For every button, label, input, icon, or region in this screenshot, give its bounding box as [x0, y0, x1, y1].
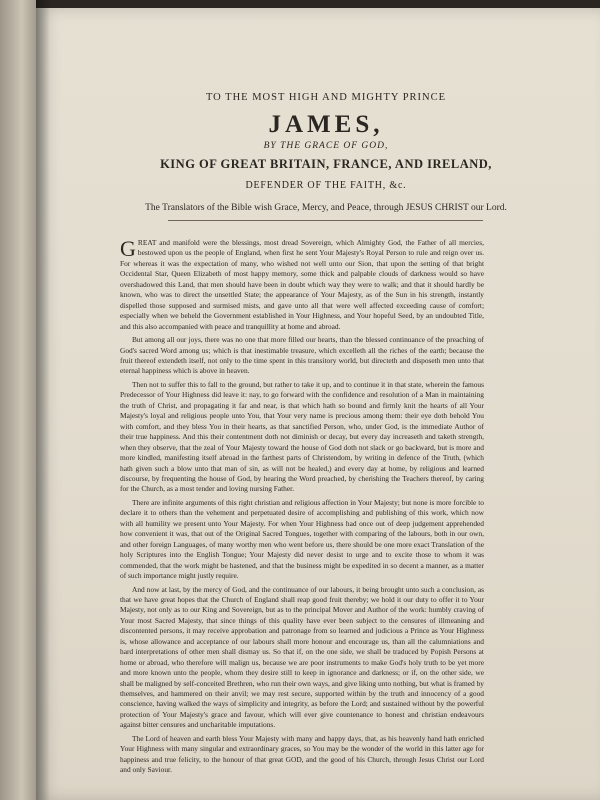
dedication-translators-line: The Translators of the Bible wish Grace, Mercy, and Peace, through JESUS CHRIST our Lord.: [145, 203, 507, 213]
body-paragraph-6: The Lord of heaven and earth bless Your Majesty with many and happy days, that, as his heavenly hand hath enriched Your Highness with many singular and extraordinary graces, so You may be the wonder of the world in this latter age for happiness and true felicity, to the honour of that great GOD, and the good of his Church, through Jesus Christ our Lord and only Saviour.: [120, 733, 484, 775]
body-paragraph-4: There are infinite arguments of this right christian and religious affection in Your Majesty; but none is more forcible to declare it to others than the vehement and perpetuated desire of accomplishing and publishing of this work, which now with all humility we present unto Your Majesty. For when Your Highness had once out of deep judgement apprehended how convenient it was, that out of the Original Sacred Tongues, together with comparing of the labours, both in our own, and other foreign Languages, of many worthy men who went before us, there should be one more exact Translation of the holy Scriptures into the English Tongue; Your Majesty did never desist to urge and to excite those to whom it was commended, that the work might be hastened, and that the business might be expedited in so decent a manner, as a matter of such importance might justly require.: [120, 497, 484, 581]
dedication-body: [120, 238, 484, 779]
dedication-by-grace: BY THE GRACE OF GOD,: [263, 141, 389, 151]
body-paragraph-1: [120, 238, 484, 332]
facing-page-edge: [0, 0, 36, 800]
body-paragraph-1-text: REAT and manifold were the blessings, most dread Sovereign, which Almighty God, the Father of all mercies, bestowed upon us the people of England, when first he sent Your Majesty's Royal Person to rule and reign over us. For whereas it was the expectation of many, who wished not well unto our Sion, that upon the setting of that bright Occidental Star, Queen Elizabeth of most happy memory, some thick and palpable clouds of darkness would so have overshadowed this Land, that men should have been in doubt which way they were to walk; and that it should hardly be known, who was to direct the unsettled State; the appearance of Your Majesty, as of the Sun in his strength, instantly dispelled those supposed and surmised mists, and gave unto all that were well affected exceeding cause of comfort; especially when we beheld the Government established in Your Highness, and Your hopeful Seed, by an undoubted Title, and this also accompanied with peace and tranquillity at home and abroad.: [120, 238, 484, 331]
dedication-king-line: KING OF GREAT BRITAIN, FRANCE, AND IRELAND,: [160, 157, 492, 171]
dedication-name: JAMES,: [268, 111, 384, 138]
header-divider: [168, 220, 483, 221]
body-paragraph-5: And now at last, by the mercy of God, and the continuance of our labours, it being brought unto such a conclusion, as that we have great hopes that the Church of England shall reap good fruit thereby; we hold it our duty to offer it to Your Majesty, not only as to our King and Sovereign, but as to the principal Mover and Author of the work: humbly craving of Your most Sacred Majesty, that since things of this quality have ever been subject to the censures of illmeaning and discontented persons, it may receive approbation and patronage from so learned and judicious a Prince as Your Highness is, whose allowance and acceptance of our labours shall more honour and encourage us, than all the calumniations and hard interpretations of other men shall dismay us. So that if, on the one side, we shall be traduced by Popish Persons at home or abroad, who therefore will malign us, because we are poor instruments to make God's holy truth to be yet more and more known unto the people, whom they desire still to keep in ignorance and darkness; or if, on the other side, we shall be maligned by self-conceited Brethren, who run their own ways, and give liking unto nothing, but what is framed by themselves, and hammered on their anvil; we may rest secure, supported within by the truth and innocency of a good conscience, having walked the ways of simplicity and integrity, as before the Lord; and sustained without by the powerful protection of Your Majesty's grace and favour, which will ever give countenance to honest and christian endeavours against bitter censures and uncharitable imputations.: [120, 584, 484, 730]
page-gutter-shadow: [36, 0, 50, 800]
body-paragraph-2: But among all our joys, there was no one that more filled our hearts, than the blessed continuance of the preaching of God's sacred Word among us; which is that inestimable treasure, which excelleth all the riches of the earth; because the fruit thereof extendeth itself, not only to the time spent in this transitory world, but directeth and disposeth men unto that eternal happiness which is above in heaven.: [120, 335, 484, 376]
drop-cap: G: [120, 236, 136, 261]
dedication-defender: DEFENDER OF THE FAITH, &c.: [245, 180, 407, 191]
body-paragraph-3: Then not to suffer this to fall to the ground, but rather to take it up, and to continue it in that state, wherein the famous Predecessor of Your Highness did leave it: nay, to go forward with the confidence and resolution of a Man in maintaining the truth of Christ, and propagating it far and near, is that which hath so bound and firmly knit the hearts of all Your Majesty's loyal and religious people unto You, that Your very name is precious among them: their eye doth behold You with comfort, and they bless You in their hearts, as that sanctified Person, who, under God, is the immediate Author of their true happiness. And this their contentment doth not diminish or decay, but every day increaseth and taketh strength, when they observe, that the zeal of Your Majesty toward the house of God doth not slack or go backward, but is more and more kindled, manifesting itself abroad in the farthest parts of Christendom, by writing in defence of the Truth, (which hath given such a blow unto that man of sin, as will not be healed,) and every day at home, by religious and learned discourse, by frequenting the house of God, by hearing the Word preached, by cherishing the Teachers thereof, by caring for the Church, as a most tender and loving nursing Father.: [120, 379, 484, 494]
dedication-header: [88, 92, 564, 213]
dedication-to-line: TO THE MOST HIGH AND MIGHTY PRINCE: [205, 92, 447, 103]
